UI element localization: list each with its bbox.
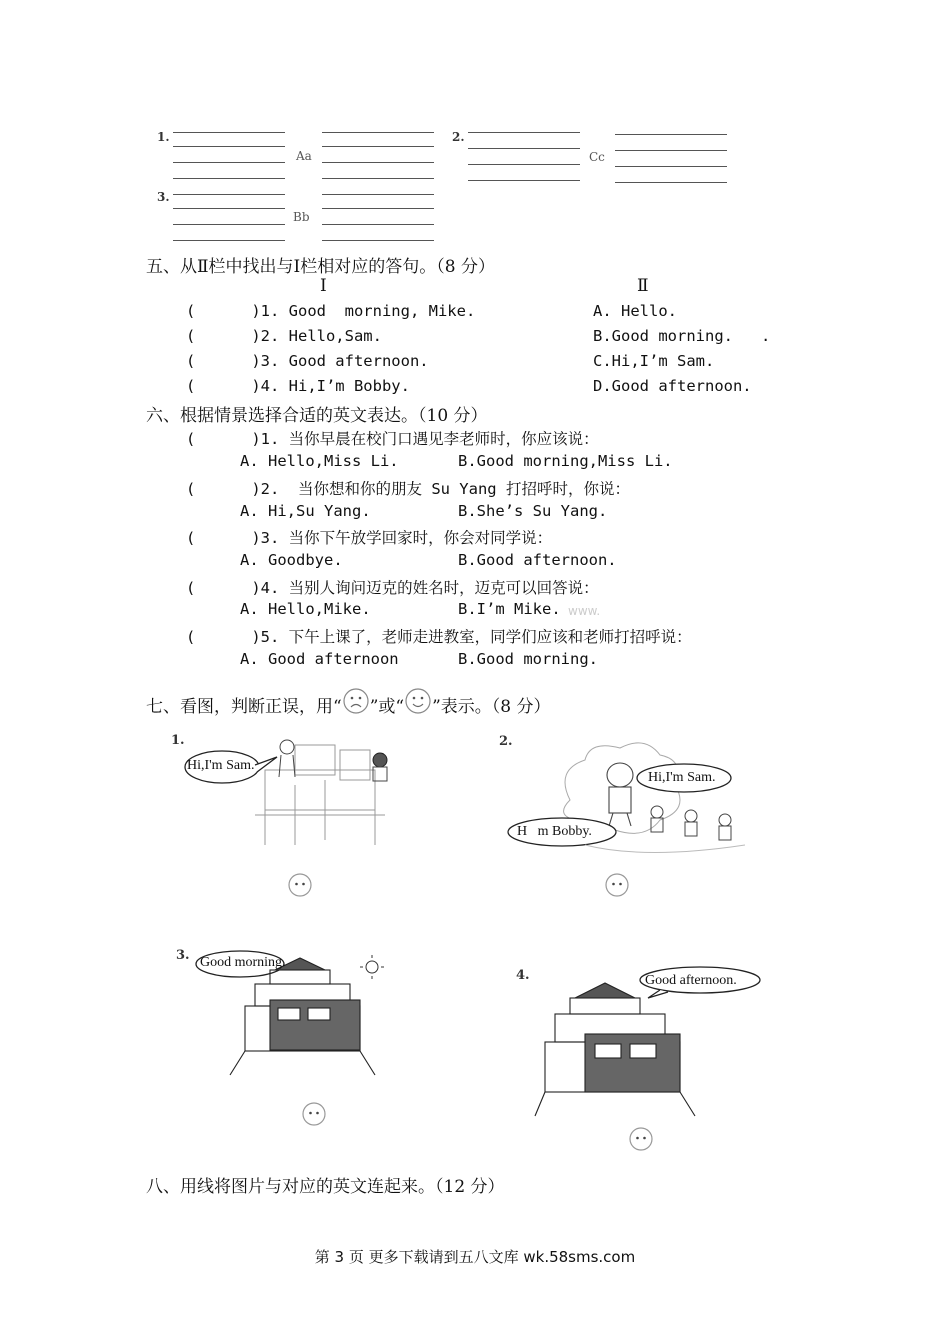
writing-line [615,166,727,167]
option-b: B.Good morning. [458,650,598,668]
option-a: A. Goodbye. [240,551,343,569]
picture-4 [510,958,780,1118]
match-item-left: ( )2. Hello,Sam. [186,327,382,345]
option-b: B.I’m Mike. [458,600,561,618]
writing-line [322,146,434,147]
face-answer-icon[interactable] [628,1126,654,1152]
option-a: A. Good afternoon [240,650,399,668]
item-number: 3. [157,190,170,204]
writing-line [468,148,580,149]
happy-face-icon [404,687,432,715]
writing-line [468,180,580,181]
picture-3 [170,940,420,1080]
letter-label: Cc [589,150,605,164]
writing-line [468,164,580,165]
match-item-right: B.Good morning. . [593,327,771,345]
writing-line [322,162,434,163]
watermark: www. [568,604,601,618]
match-item-right: D.Good afternoon. [593,377,752,395]
face-answer-icon[interactable] [287,872,313,898]
section-7-heading [146,692,551,717]
sad-face-icon [342,687,370,715]
item-number: 1. [157,130,170,144]
writing-line [173,194,285,195]
face-answer-icon[interactable] [604,872,630,898]
match-item-right: A. Hello. [593,302,677,320]
writing-line [173,208,285,209]
writing-line [173,146,285,147]
writing-line [468,132,580,133]
writing-line [322,208,434,209]
picture-number: 3. [176,948,190,963]
match-item-left: ( )3. Good afternoon. [186,352,429,370]
picture-2 [495,730,775,880]
option-a: A. Hello,Miss Li. [240,452,399,470]
speech-bubble-text: Hi,I'm Sam. [187,758,255,773]
item-number: 2. [452,130,465,144]
writing-line [322,240,434,241]
writing-line [615,182,727,183]
classroom-illustration [165,725,445,895]
writing-line [173,178,285,179]
speech-bubble-text: Good morning. [200,955,286,970]
column-1-label: Ⅰ [320,276,327,296]
writing-line [322,194,434,195]
question-text: ( )5. 下午上课了，老师走进教室，同学们应该和老师打招呼说： [186,628,692,646]
question-text: ( )1. 当你早晨在校门口遇见李老师时，你应该说： [186,430,599,448]
option-a: A. Hi,Su Yang. [240,502,371,520]
writing-line [173,162,285,163]
heading-text: ”或“ [369,697,405,717]
writing-line [322,132,434,133]
speech-bubble-text: Hi,I'm Sam. [648,770,716,785]
column-2-label: Ⅱ [637,276,649,296]
question-text: ( )4. 当别人询问迈克的姓名时，迈克可以回答说： [186,579,599,597]
section-8-heading: 八、用线将图片与对应的英文连起来。（12 分） [146,1177,505,1197]
speech-bubble-text: Good afternoon. [645,973,737,988]
picture-1 [165,725,445,895]
question-text: ( )3. 当你下午放学回家时，你会对同学说： [186,529,553,547]
letter-label: Aa [296,149,312,163]
match-item-right: C.Hi,I’m Sam. [593,352,715,370]
picture-number: 2. [499,734,513,749]
section-5-heading: 五、从Ⅱ栏中找出与Ⅰ栏相对应的答句。（8 分） [146,257,495,277]
heading-text: 七、看图，判断正误，用“ [146,697,342,717]
match-item-left: ( )1. Good morning, Mike. [186,302,476,320]
page-footer: 第 3 页 更多下载请到五八文库 wk.58sms.com [314,1248,636,1266]
heading-text: ”表示。（8 分） [432,697,551,717]
question-text: ( )2. 当你想和你的朋友 Su Yang 打招呼时，你说： [186,480,630,498]
cartoon-animals-illustration [495,730,775,880]
picture-number: 1. [171,733,185,748]
writing-line [615,134,727,135]
speech-bubble-text: H m Bobby. [517,824,592,839]
writing-line [173,132,285,133]
writing-line [615,150,727,151]
match-item-left: ( )4. Hi,I’m Bobby. [186,377,410,395]
writing-line [322,178,434,179]
picture-number: 4. [516,968,530,983]
option-a: A. Hello,Mike. [240,600,371,618]
option-b: B.Good afternoon. [458,551,617,569]
writing-line [173,224,285,225]
writing-line [173,240,285,241]
face-answer-icon[interactable] [301,1101,327,1127]
letter-label: Bb [293,210,310,224]
option-b: B.Good morning,Miss Li. [458,452,673,470]
section-6-heading: 六、根据情景选择合适的英文表达。（10 分） [146,406,488,426]
option-b: B.She’s Su Yang. [458,502,608,520]
writing-line [322,224,434,225]
